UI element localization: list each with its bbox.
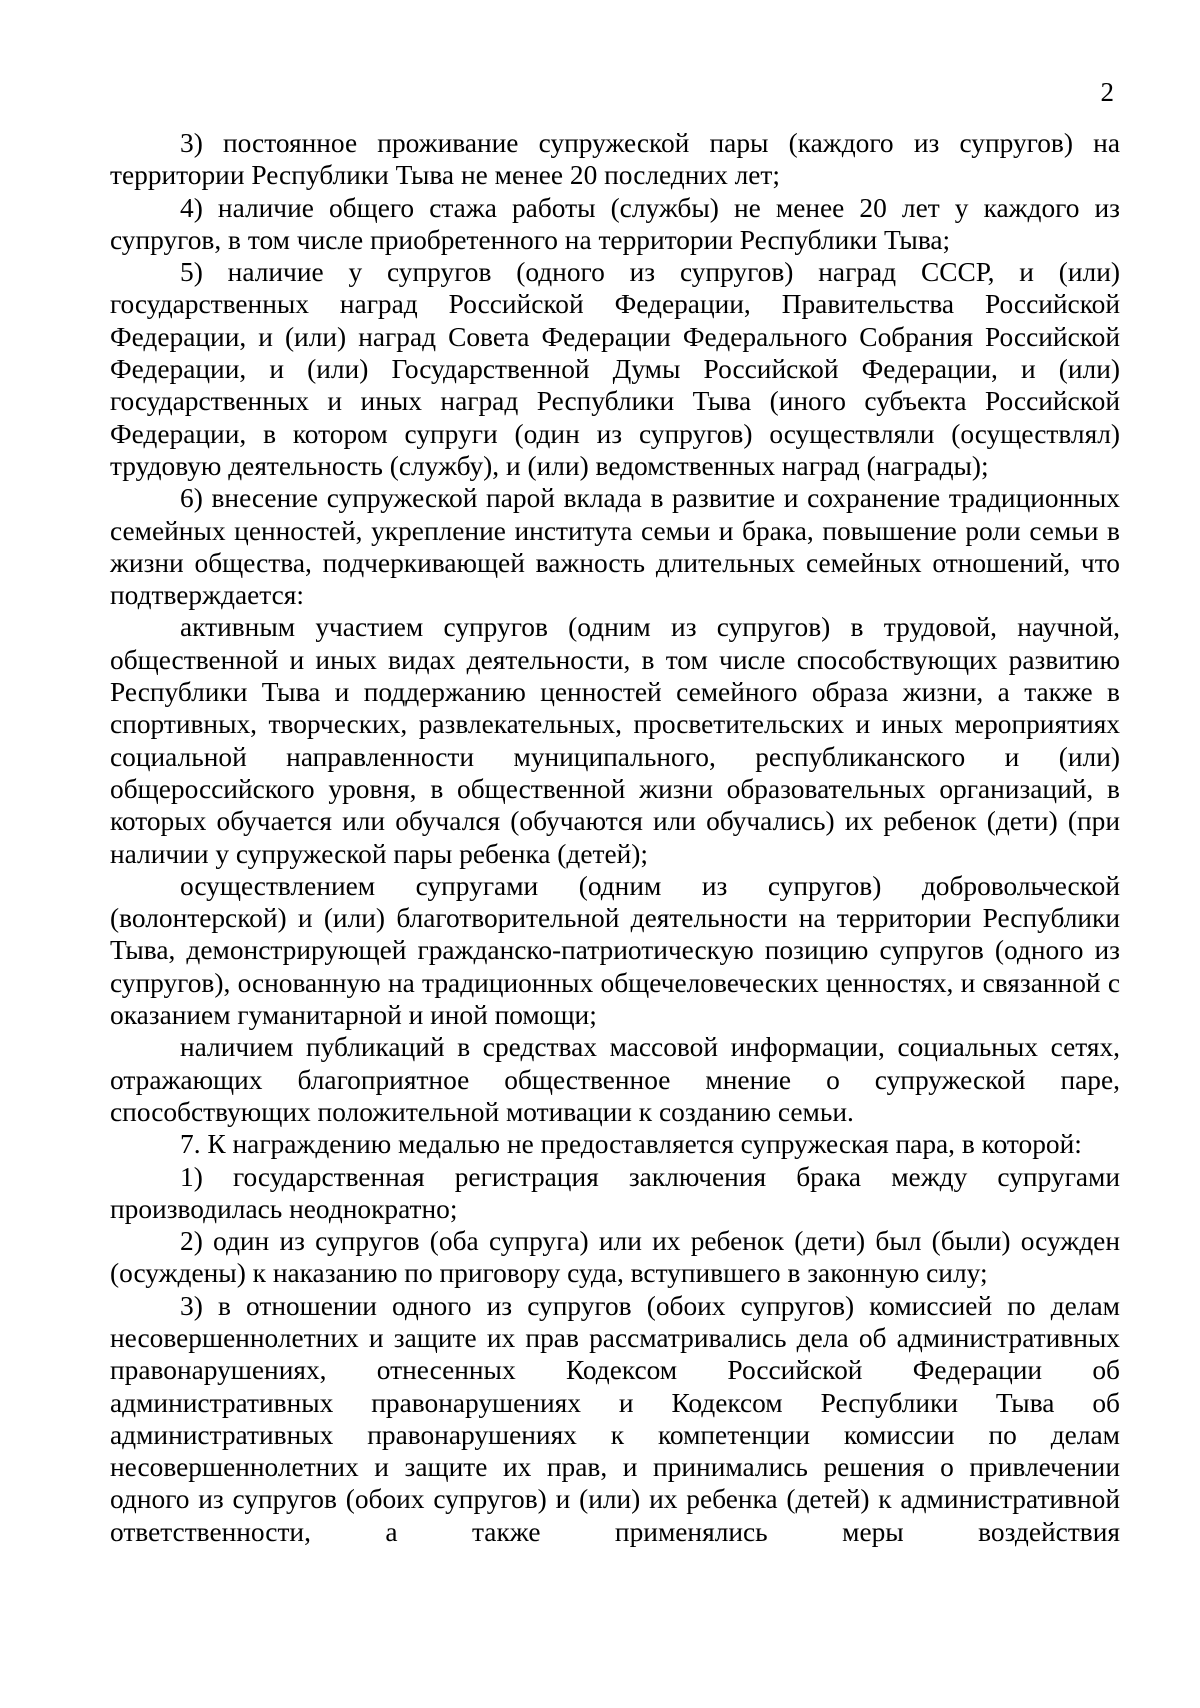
paragraph-sub-publications: наличием публикаций в средствах массовой информации, социальных сетях, отражающих благоприятное общественное мнение о супружеской паре, способствующих положительной мотивации к созданию семьи. <box>110 1032 1120 1127</box>
paragraph-sub-volunteering: осуществлением супругами (одним из супругов) добровольческой (волонтерской) и (или) благотворительной деятельности на территории Республики Тыва, демонстрирующей гражданско-патриотическую позицию супругов (одного из супругов), основанную на традиционных общечеловеческих ценностях, и связанной с оказанием гуманитарной и иной помощи; <box>110 870 1120 1031</box>
paragraph-exclusion-2: 2) один из супругов (оба супруга) или их ребенок (дети) был (были) осужден (осуждены) к наказанию по приговору суда, вступившего в законную силу; <box>110 1226 1120 1289</box>
paragraph-item-5: 5) наличие у супругов (одного из супругов) наград СССР, и (или) государственных наград Российской Федерации, Правительства Российской Федерации, и (или) наград Совета Федерации Федерального Собрания Российской Федерации, и (или) Государственной Думы Российской Федерации, и (или) государственных и иных наград Республики Тыва (иного субъекта Российской Федерации, в котором супруги (один из супругов) осуществляли (осуществлял) трудовую деятельность (службу), и (или) ведомственных наград (награды); <box>110 257 1120 481</box>
paragraph-item-6: 6) внесение супружеской парой вклада в развитие и сохранение традиционных семейных ценностей, укрепление института семьи и брака, повышение роли семьи в жизни общества, подчеркивающей важность длительных семейных отношений, что подтверждается: <box>110 483 1120 611</box>
paragraph-sub-activity: активным участием супругов (одним из супругов) в трудовой, научной, общественной и иных видах деятельности, в том числе способствующих развитию Республики Тыва и поддержанию ценностей семейного образа жизни, а также в спортивных, творческих, развлекательных, просветительских и иных мероприятиях социальной направленности муниципального, республиканского и (или) общероссийского уровня, в общественной жизни образовательных организаций, в которых обучается или обучался (обучаются или обучались) их ребенок (дети) (при наличии у супружеской пары ребенка (детей); <box>110 612 1120 869</box>
paragraph-item-4: 4) наличие общего стажа работы (службы) не менее 20 лет у каждого из супругов, в том числе приобретенного на территории Республики Тыва; <box>110 192 1120 255</box>
page-number: 2 <box>1100 77 1114 107</box>
paragraph-item-3: 3) постоянное проживание супружеской пары (каждого из супругов) на территории Республики Тыва не менее 20 последних лет; <box>110 128 1120 191</box>
paragraph-section-7: 7. К награждению медалью не предоставляется супружеская пара, в которой: <box>180 1129 1082 1160</box>
document-body <box>110 127 1120 1548</box>
paragraph-exclusion-3: 3) в отношении одного из супругов (обоих супругов) комиссией по делам несовершеннолетних и защите их прав рассматривались дела об административных правонарушениях, отнесенных Кодексом Российской Федерации об административных правонарушениях и Кодексом Республики Тыва об административных правонарушениях к компетенции комиссии по делам несовершеннолетних и защите их прав, и принимались решения о привлечении одного из супругов (обоих супругов) и (или) их ребенка (детей) к административной ответственности, а также применялись меры воздействия <box>110 1290 1120 1547</box>
paragraph-exclusion-1: 1) государственная регистрация заключения брака между супругами производилась неоднократно; <box>110 1161 1120 1224</box>
